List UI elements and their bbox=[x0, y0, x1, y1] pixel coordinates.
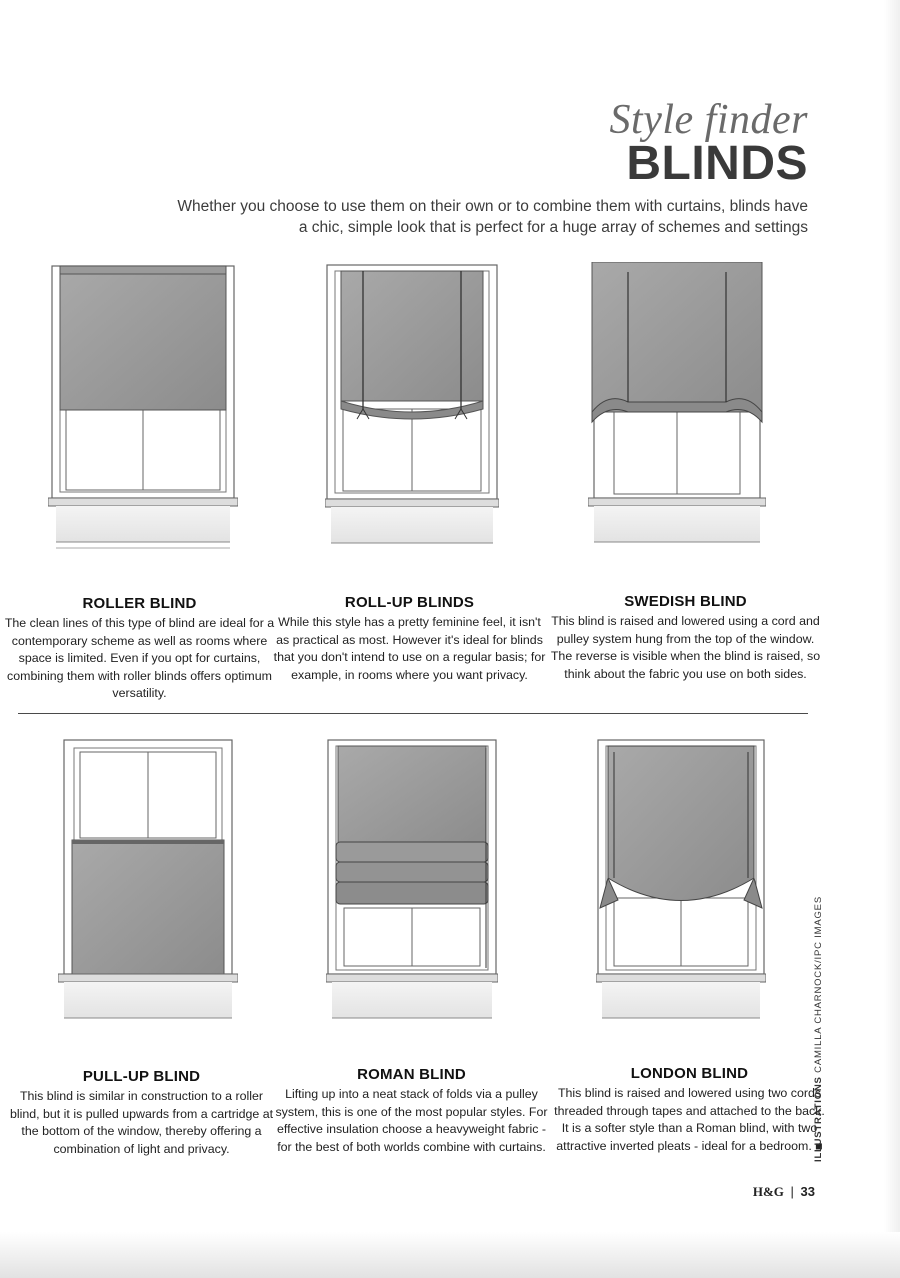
london-blind-caption bbox=[552, 1065, 827, 1155]
london-blind-illustration bbox=[596, 738, 766, 1043]
swedish-blind-caption bbox=[548, 593, 823, 683]
swedish-blind-title: SWEDISH BLIND bbox=[624, 593, 747, 610]
page-edge-shadow bbox=[884, 0, 900, 1278]
footer-separator: | bbox=[790, 1184, 794, 1199]
roller-blind-caption bbox=[2, 595, 277, 703]
roman-blind-caption bbox=[274, 1066, 549, 1156]
roll-up-blind-illustration bbox=[325, 263, 499, 568]
pull-up-blind-description: This blind is similar in construction to a roller blind, but it is pulled upwards from a cartridge at the bottom of the window, thereby offering a combination of light and privacy. bbox=[9, 1089, 274, 1156]
roll-up-blinds-caption bbox=[272, 594, 547, 684]
page-footer bbox=[753, 1184, 815, 1200]
roman-blind-description: Lifting up into a neat stack of folds via a pulley system, this is one of the most popular styles. For effective insulation choose a heavyweight fabric - for the best of both worlds combine with curtains. bbox=[275, 1087, 548, 1154]
credit-text: CAMILLA CHARNOCK/IPC IMAGES bbox=[813, 896, 824, 1073]
swedish-blind-illustration bbox=[588, 262, 766, 567]
roman-blind-illustration bbox=[326, 738, 498, 1043]
roll-up-blinds-title: ROLL-UP BLINDS bbox=[344, 594, 475, 611]
roller-blind-title: ROLLER BLIND bbox=[82, 595, 197, 612]
swedish-blind-description: This blind is raised and lowered using a cord and pulley system hung from the top of the window. The reverse is visible when the blind is raised, so think about the fabric you use on both sides. bbox=[550, 614, 821, 681]
header-script-title: Style finder bbox=[609, 97, 808, 143]
illustration-credit bbox=[813, 896, 824, 1162]
london-blind-title: LONDON BLIND bbox=[630, 1065, 749, 1082]
credit-label: ILLUSTRATIONS bbox=[813, 1076, 824, 1162]
pull-up-blind-caption bbox=[4, 1068, 279, 1158]
page-number: 33 bbox=[800, 1184, 815, 1199]
pull-up-blind-title: PULL-UP BLIND bbox=[82, 1068, 201, 1085]
intro-text: Whether you choose to use them on their own or to combine them with curtains, blinds have a chic, simple look that is perfect for a huge array of schemes and settings bbox=[177, 198, 808, 236]
roller-blind-description: The clean lines of this type of blind are ideal for a contemporary scheme as well as rooms where space is limited. Even if you opt for curtains, combining them with roller blinds offers optimum versatility. bbox=[4, 616, 275, 701]
roman-blind-title: ROMAN BLIND bbox=[357, 1066, 466, 1083]
pull-up-blind-illustration bbox=[58, 738, 238, 1043]
roll-up-blinds-description: While this style has a pretty feminine feel, it isn't as practical as most. However it's ideal for blinds that you don't intend to use on a regular basis; for example, in rooms where you want privacy. bbox=[273, 615, 546, 682]
section-divider bbox=[18, 713, 808, 714]
page-title: BLINDS bbox=[626, 137, 808, 190]
london-blind-description: This blind is raised and lowered using two cords threaded through tapes and attached to the back. It is a softer style than a Roman blind, with two attractive inverted pleats - ideal for a bedroom. ■ bbox=[554, 1086, 825, 1153]
magazine-brand: H&G bbox=[752, 1184, 784, 1199]
scan-shadow bbox=[0, 1232, 900, 1278]
roller-blind-illustration bbox=[48, 262, 238, 567]
